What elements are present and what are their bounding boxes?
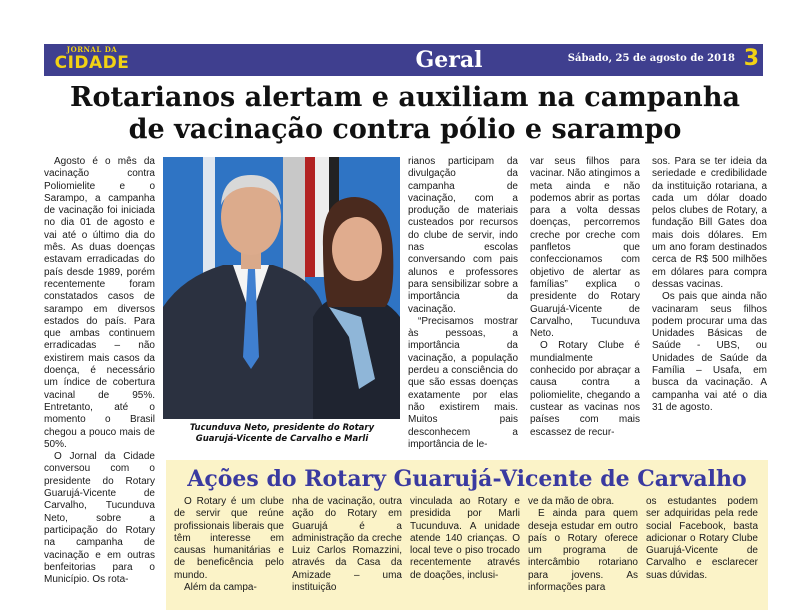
box-column-5 [646,496,758,608]
section-name: Geral [415,47,483,73]
headline-line-2: de vacinação contra pólio e sarampo [128,114,682,145]
photo-caption [166,423,398,445]
article-column-2 [408,156,518,454]
newspaper-logo [46,45,138,75]
box-paragraph: vinculada ao Rotary e presidida por Marli Tucunduva. A unidade atende 140 crianças. O local teve o piso trocado recentemente através de doações, inclusi- [410,496,520,581]
box-paragraph: O Rotary é um clube de servir que reúne profissionais liberais que têm interesse em causas humanitárias e de beneficência pelo mundo. [174,496,284,581]
article-paragraph: sos. Para se ter ideia da seriedade e credibilidade da instituição rotariana, a cada um dólar doado pelos clubes de Rotary, a fundação Bill Gates doa mais dois dólares. Em um ano foram destinados cerca de R$ 500 milhões em dólares para compra dessas vacinas. [652,156,767,290]
box-column-4 [528,496,638,608]
box-paragraph: nha de vacinação, outra ação do Rotary em Guarujá é a administração da creche Luiz Carlos Romazzini, através da Casa da Amizade – uma instituição [292,496,402,594]
box-paragraph: ve da mão de obra. [528,496,615,507]
masthead [44,44,763,76]
sidebar-box-title: Ações do Rotary Guarujá-Vicente de Carvalho [187,466,747,492]
caption-line-2: Guarujá-Vicente de Carvalho e Marli [195,434,369,444]
headline [30,82,780,146]
article-paragraph: var seus filhos para vacinar. Não atingimos a meta ainda e não podemos abrir as portas para a volta dessas doenças, percorremos creche por creche com panfletos que confeccionamos com objetivo de alertar as famílias” explica o presidente do Rotary Guarujá-Vicente de Carvalho, Tucunduva Neto. [530,156,640,340]
article-column-3 [530,156,640,454]
article-paragraph: O Rotary Clube é mundialmente conhecido por abraçar a causa contra a poliomielite, chegando a custear as vacinas nos países com mais escassez de recur- [530,340,640,438]
issue-date: Sábado, 25 de agosto de 2018 [567,53,735,64]
article-paragraph: “Precisamos mostrar às pessoas, a importância da vacinação, a população perdeu a consciência do que são essas doenças exatamente por elas não existirem mais. Muitos pais desconhecem a importância de le- [408,315,518,450]
article-paragraph: Agosto é o mês da vacinação contra Poliomielite e o Sarampo, a campanha de vacinação foi iniciada no dia 01 de agosto e vai até o último dia do mês. As duas doenças estavam erradicadas do país desde 1989, porém recentemente foram constatados casos de sarampo em diversos estados do país. Para que ambas continuem erradicadas – não existirem mais casos da doença, é necessário um índice de cobertura vacinal de 95%. Entretanto, até o momento o Brasil chegou a pouco mais de 50%. [44,156,155,450]
article-column-4 [652,156,767,454]
box-column-1 [174,496,284,608]
logo-main-text: CIDADE [54,53,130,73]
photo-illustration [163,157,400,419]
article-photo [163,157,400,419]
article-paragraph: rianos participam da divulgação da campanha de vacinação, com a produção de materiais custeados por recursos do clube de servir, indo nas escolas conversando com pais alunos e professores para sensibilizar sobre a importância da vacinação. [408,156,518,315]
box-column-3 [410,496,520,608]
article-column-1 [44,156,155,612]
article-paragraph: O Jornal da Cidade conversou com o presidente do Rotary Guarujá-Vicente de Carvalho, Tucunduva Neto, sobre a participação do Rotary na campanha de vacinação e em outras benfeitorias para o Município. Os rota- [44,451,155,586]
box-paragraph: os estudantes podem ser adquiridas pela rede social Facebook, basta adicionar o Rotary Clube Guarujá-Vicente de Carvalho e esclarecer suas dúvidas. [646,496,758,581]
box-paragraph: E ainda para quem deseja estudar em outro país o Rotary oferece um programa de intercâmbio rotariano para jovens. As informações para [528,508,638,594]
headline-line-1: Rotarianos alertam e auxiliam na campanha [70,82,740,113]
article-paragraph: Os pais que ainda não vacinaram seus filhos podem procurar uma das Unidades Básicas de Saúde - UBS, ou Unidades de Saúde da Família – Usafa, em busca da vacinação. A campanha vai até o dia 31 de agosto. [652,291,767,413]
sidebar-box [166,460,768,610]
caption-line-1: Tucunduva Neto, presidente do Rotary [189,423,375,433]
box-paragraph: Além da campa- [184,582,257,594]
page-number: 3 [743,46,759,71]
box-column-2 [292,496,402,608]
logo-top-text: JORNAL DA [66,45,118,54]
